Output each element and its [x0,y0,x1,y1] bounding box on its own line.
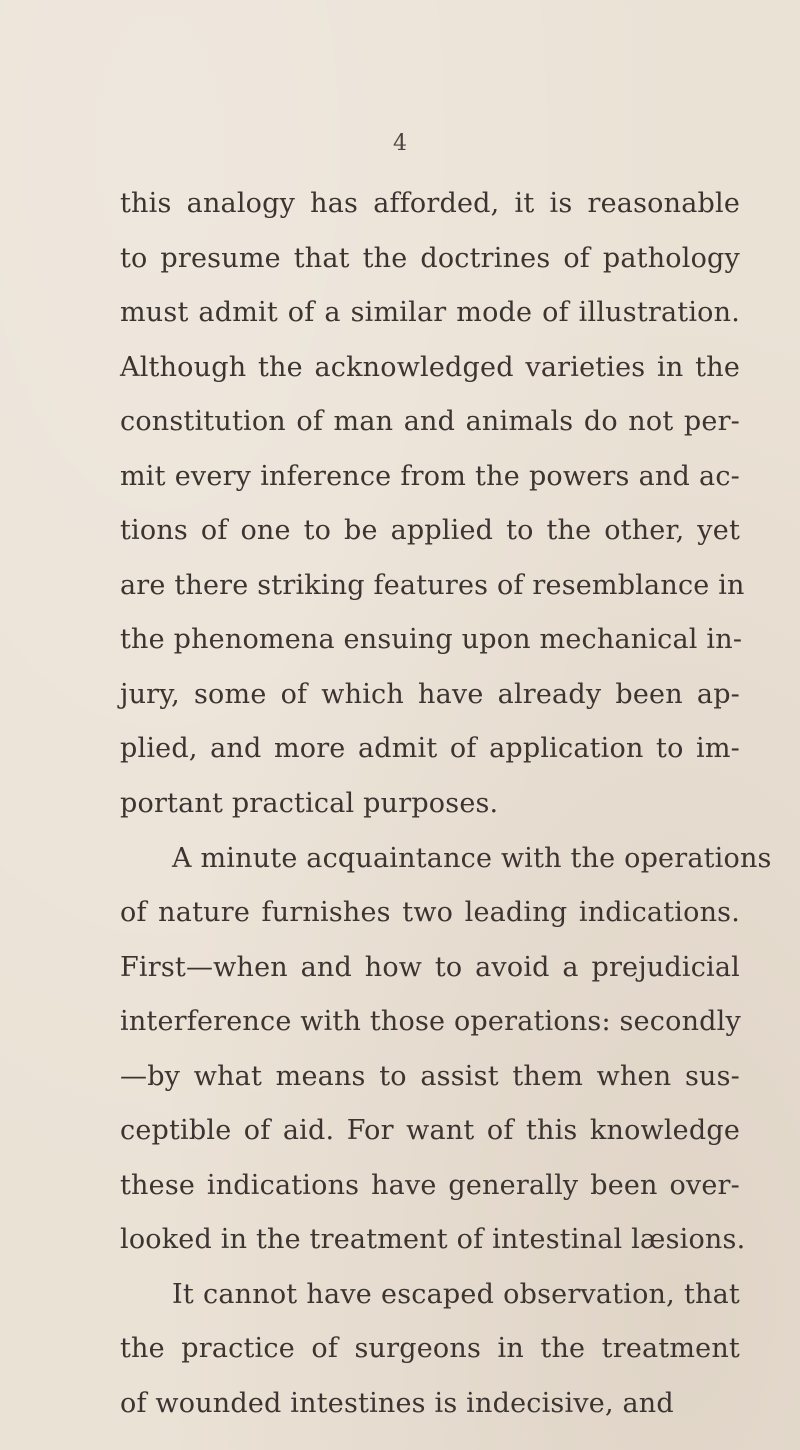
text-line: mit every inference from the powers and ac- [120,461,740,492]
text-line: looked in the treatment of intestinal læsions. [120,1224,746,1255]
text-line: —by what means to assist them when sus- [120,1061,740,1092]
text-line: portant practical purposes. [120,788,499,819]
text-line: the practice of surgeons in the treatment [120,1333,740,1364]
text-line: First—when and how to avoid a prejudicial [120,952,740,983]
text-line: the phenomena ensuing upon mechanical in- [120,624,743,655]
page-number: 4 [393,131,407,156]
text-line: of nature furnishes two leading indications. [120,897,740,928]
text-line: jury, some of which have already been ap- [120,679,740,710]
text-line: must admit of a similar mode of illustration. [120,297,740,328]
text-line: constitution of man and animals do not per- [120,406,740,437]
text-line: tions of one to be applied to the other, yet [120,515,740,546]
text-line: ceptible of aid. For want of this knowledge [120,1115,740,1146]
text-line: plied, and more admit of application to im- [120,733,740,764]
text-line: these indications have generally been over- [120,1170,740,1201]
text-line: of wounded intestines is indecisive, and [120,1388,674,1419]
text-line: to presume that the doctrines of pathology [120,243,740,274]
text-line: are there striking features of resemblance in [120,570,745,601]
text-line: Although the acknowledged varieties in the [120,352,740,383]
paragraph-first-line: A minute acquaintance with the operations [172,843,772,874]
paragraph-first-line: It cannot have escaped observation, that [172,1279,740,1310]
text-line: this analogy has afforded, it is reasonable [120,188,740,219]
text-line: interference with those operations: secondly [120,1006,741,1037]
